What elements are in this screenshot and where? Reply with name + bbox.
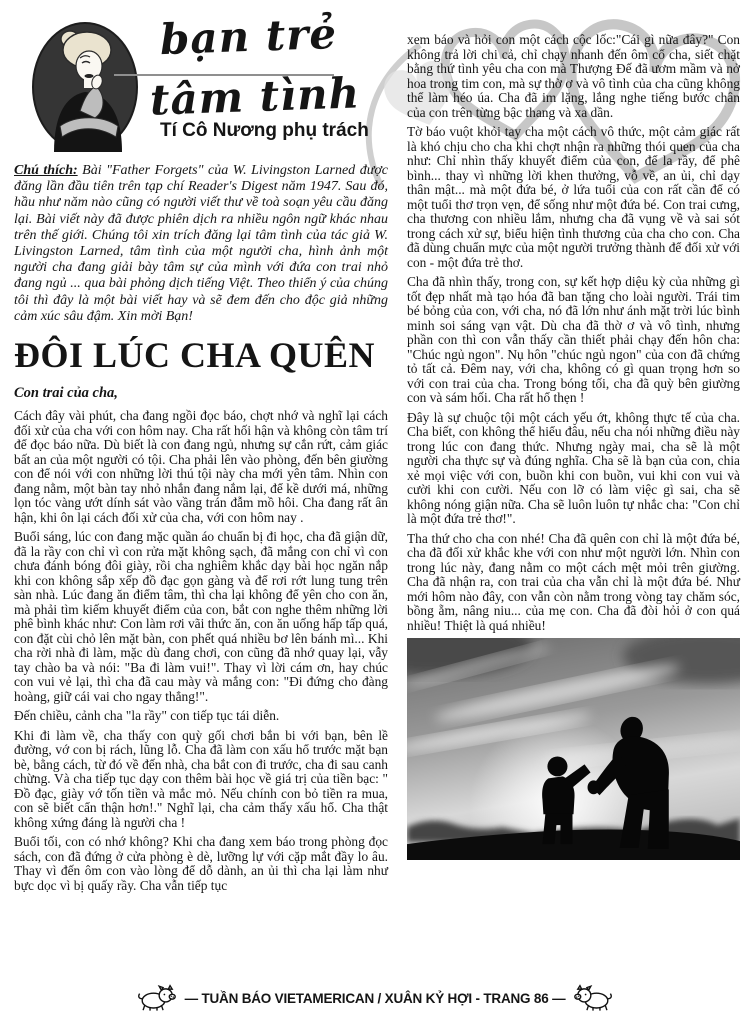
father-child-silhouette-photo [407,638,740,860]
article-paragraph: xem báo và hỏi con một cách cộc lốc:"Cái gì nữa đây?" Con không trả lời chi cả, chỉ chạy nhanh đến ôm cổ cha, siết chặt bằng thứ tình yêu cha con mà Thượng Đế đã ươm mầm và nở hoa trong tim con, mà sự thờ ơ và vô tình của cha cũng không thể làm héo úa. Cha đã im lặng, lắng nghe tiếng bước chân của con trên từng bậc thang và xa dần. [407,32,740,120]
article-paragraph: Tha thứ cho cha con nhé! Cha đã quên con chỉ là một đứa bé, cha đã đối xử khắc khe với con như một người lớn. Nhìn con trong lúc này, đang nằm co một cách mệt mỏi trên giường. Cha đã nhận ra, con trai của cha vẫn chỉ là một đứa bé. Như mới hôm nào đây, con vẫn còn nằm trong vòng tay chăm sóc, bồng ẵm, nâng niu... của mẹ con. Cha đã đòi hỏi ở con quá nhiều! Thiệt là quá nhiều! [407,530,740,633]
editor-note [14,163,388,325]
editor-note-text: Bài "Father Forgets" của W. Livingston Larned được đăng lần đầu tiên trên tạp chí Reader's Digest năm 1947. Sau đó, hầu như năm nào cũng có người viết thư về toà soạn yêu cầu đăng lại. Bài viết này đã được phiên dịch ra nhiều ngôn ngữ khác nhau trên thế giới. Chúng tôi xin trích đăng lại tâm tình của tác giả W. Livingston Larned, tâm tình của một người cha, hình ảnh một người cha đang giải bày tâm sự của mình với đứa con trai nhỏ đang ngủ ... qua bài phỏng dịch tiếng Việt. Theo thiển ý của chúng tôi thì đây là một bài viết hay và sẽ đem đến cho độc giả những cảm xúc sâu đậm. Xin mời Bạn! [14,163,389,324]
article-paragraph: Cha đã nhìn thấy, trong con, sự kết hợp diệu kỳ của những gì tốt đẹp nhất mà tạo hóa đã ban tặng cho loài người. Trái tim bé bỏng của con, với cha, nó đã lớn như ánh mặt trời lúc bình minh soi sáng vạn vật. Dù cha đã thờ ơ và vô tình, nhưng phần con thì con vẫn thấy cần thiết phải chạy đến hôn cha: "Chúc ngủ ngon". Nụ hôn "chúc ngủ ngon" của con đã chứng tỏ tất cả. Đêm nay, với cha, không có gì quan trọng hơn so với con trai của cha. Trong bóng tối, cha đã quỳ bên giường con và sám hối. Cha rất hổ thẹn ! [407,274,740,405]
columnist-byline: Tí Cô Nương phụ trách [160,120,369,141]
article-paragraph: Khi đi làm về, cha thấy con quỳ gối chơi bắn bi với bạn, bên lề đường, vớ con bị rách, lũng lỗ. Cha đã làm con xấu hổ trước mặt bạn bè, bằng cách, từ đó về đến nhà, cha bắt con đi trước, cha đi sau canh chừng. Và cha tiếp tục dạy con thêm bài học về giá trị của tiền bạc: " Đồ đạc, giày vớ tốn tiền và mắc mỏ. Nếu chính con bỏ tiền ra mua, con sẽ biết cẩn thận hơn!." Nghĩ lại, cha cảm thấy xấu hổ. Cha thật không xứng đáng là người cha ! [14,727,388,830]
article-paragraph: Buổi sáng, lúc con đang mặc quần áo chuẩn bị đi học, cha đã giận dữ, đã la rầy con chỉ vì con rửa mặt không sạch, đã mắng con chỉ vì con chưa đánh bóng đôi giày, rồi cha nghiêm khắc dạy bài học ngăn nắp khi con không sắp xếp đồ đạc gọn gàng và để rơi rớt lung tung trên sàn nhà. Lúc đang ăn điểm tâm, thì cha lại không để yên cho con ăn, mà phải tìm kiếm khuyết điểm của con, bắt con nghe thêm những lời phê bình khác như: Con làm rơi vãi thức ăn, con ăn uống hấp tấp quá, con đặt cùi chỏ lên mặt bàn, con phết quá nhiều bơ lên bánh mì... Khi cha rời nhà đi làm, mặc dù đang chơi, con cũng đã nhớ quay lại, vẫy tay chào ba và nói: "Ba đi làm vui!". Thay vì lời cám ơn, hay chúc con vui vẻ lại, thì cha đã cau mày và mắng con: "Đi đứng cho đàng hoàng, giữ cái vai cho ngay thẳng!". [14,529,388,704]
article-paragraph: Buổi tối, con có nhớ không? Khi cha đang xem báo trong phòng đọc sách, con đã đứng ở cửa phòng è dè, lưỡng lự với cặp mắt đầy lo âu. Thay vì đến ôm con vào lòng để dỗ dành, an ủi thì cha lại làm như bực dọc vì bị quấy rầy. Cha vẫn tiếp tục [14,834,388,893]
editor-note-label: Chú thích: [14,163,78,178]
article-paragraph: Tờ báo vuột khỏi tay cha một cách vô thức, một cảm giác rất là khó chịu cho cha khi chợt nhận ra những thói quen của cha như: Chỉ nhìn thấy khuyết điểm của con, để la rầy, để phê bình... thay vì những lời khen thưởng, vỗ về, an ủi, chỉ dạy thân mật... mà một đứa bé, ở lứa tuổi của con rất cần để có một tuổi thơ trọn vẹn, để sống như một đứa bé. Con trai cưng, cha thương con nhiều lắm, nhưng cha đã vụng về và sai sót trong cách xử sự, biểu hiện tình thương của cha cho con. Cha đã dùng chuẩn mực của một người trưởng thành để đối xử với con - một đứa trẻ thơ. [407,124,740,270]
left-column [14,163,388,898]
columnist-illustration [30,20,140,154]
masthead-script-line1: bạn trẻ [159,8,338,65]
footer-text: — TUẦN BÁO VIETAMERICAN / XUÂN KỶ HỢI - TRANG 86 — [184,990,566,1006]
joined-hands [588,780,600,794]
pig-icon [137,984,177,1012]
article-paragraph: Đến chiều, cảnh cha "la rầy" con tiếp tục tái diễn. [14,708,280,724]
page-footer [0,984,750,1012]
right-column [407,33,740,860]
article-paragraph: Cách đây vài phút, cha đang ngồi đọc báo, chợt nhớ và nghĩ lại cách đối xử của cha với con hôm nay. Cha rất hối hận và không còn tâm trí để đọc báo nữa. Dù biết là con đang ngủ, nhưng sự cắn rứt, cảm giác bất an của một người có tội. Cha phải lên vào phòng, đến bên giường con để nói với con những lời thú tội này cha mới yên tâm. Nhìn con đang nằm, một bàn tay nhỏ nhắn đang nắm lại, để kề dưới má, những lọn tóc vàng ướt dính sát vào vầng trán đẫm mồ hôi. Cha đang rất ân hận, khi ôn lại cách đối xử của cha, với con hôm nay . [14,408,388,525]
article-salutation: Con trai của cha, [14,385,118,402]
article-title: ĐÔI LÚC CHA QUÊN [14,335,376,376]
masthead-script-line2: tâm tình [149,68,361,125]
article-paragraph: Đây là sự chuộc tội một cách yếu ớt, không thực tế của cha. Cha biết, con không thể hiểu đâu, nếu cha nói những điều này trong lúc con đang thức. Nhưng ngày mai, cha sẽ là một người cha thực sự và đúng nghĩa. Cha sẽ là bạn của con, chia xẻ mọi việc với con, buồn khi con buồn, vui khi con vui và cười khi con cười. Nếu con lỡ có làm việc gì sai, cha sẽ không nóng giận nữa. Cha sẽ luôn luôn tự nhắc cha: "Con chỉ là một đứa trẻ thơ!". [407,409,740,526]
pig-icon [573,984,613,1012]
